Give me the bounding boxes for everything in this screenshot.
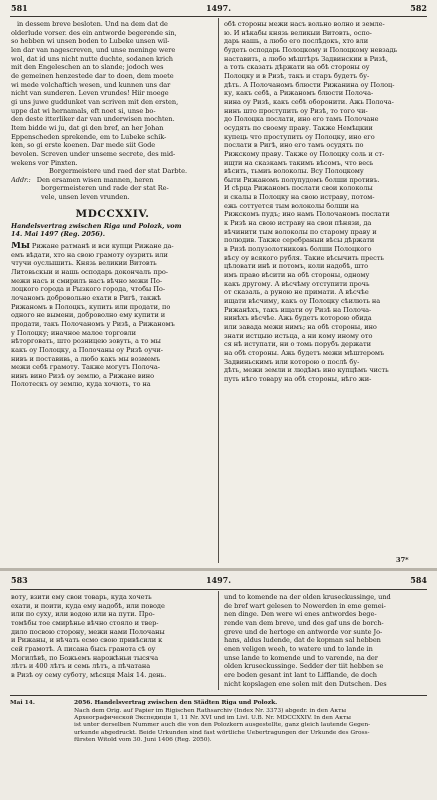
text-line: Полотескъ оу землю, куда хочють, то на [11,380,151,389]
text-line: Рижскому праву. Также оу Полоцку соль и ст- [224,149,385,158]
text-line: nicht kopslagen ene solen mit den Dutschen. Des [224,679,387,688]
text-line: емъ вѣдати, хто на свою грамоту оузрить или [11,250,168,259]
bottom-left-column [11,593,214,693]
bottom-page [0,571,437,800]
document-subtitle-2: 14. Mai 1497 (Reg. 2056). [11,230,105,239]
footnote-rule [10,695,427,696]
text-line: Рижскомъ пудъ; ино намъ Полочаномъ послати [224,210,390,219]
text-line: Рижаномъ в Полоцкъ, купить или продати, по [11,302,171,311]
text-line: uppe dat wi hernamals, eft noet si, unse bo- [11,106,156,115]
text-line: wekens vor Pinxten. [11,158,78,167]
text-line: ищти на сказкамъ такимъ вѣсомъ, что весь [224,158,374,167]
text-line: какъ оу Полоцку, а Полочаны оу Ризѣ оучи- [11,345,163,354]
text-line: de bref wart gelesen to Nowerden in eme gemei- [224,601,386,610]
footnote-title: 2056. Handelsvertrag zwischen den Städten Riga und Polozk. [74,699,278,706]
text-line: у Полоцку; иначное малое торговли [11,328,136,337]
text-line: на обѣ стороны. Ажь будетъ межи мѣштеромъ [224,348,385,357]
text-line: или по суху, или водою или на пути. Про- [11,610,155,619]
text-line: len dar van nagescreven, und unse meninge were [11,45,176,54]
text-line: so hebben wi unsen boden to Lubeke unsen wil- [11,37,170,46]
text-line: нѣторговать, што розницею зовуть, а то мы [11,337,161,346]
top-header-rule [10,16,427,17]
bottom-page-header [0,573,437,589]
text-line: межи насъ и смирилъ насъ вѣчно межи По- [11,276,163,285]
text-line: вѣсить, тьмиъ волоколы. Всу Полоцкому [224,167,364,176]
bottom-center-number: 1497. [205,575,232,585]
text-line: nicht van sunderen. Leven vrundes! Hiir moege [11,89,169,98]
text-line: de gemeinen henzestede dar to doen, dem moete [11,71,174,80]
text-line: вѣчинити тым волоколы по старому праву и [224,227,377,236]
top-right-page-number: 582 [410,3,427,13]
bottom-column-divider [218,591,219,690]
text-line: нинъ вино Ризѣ оу землю, а Рижане вино [11,371,155,380]
text-line: в Ризѣ полузолотниковъ болши Полоцкого [224,245,372,254]
text-line: какъ другому. А вѣсчѣму отступити прочь [224,279,370,288]
text-line: будеть осподарь Полоцкому и Полоцкому невзадь [224,45,398,54]
text-line: И сѣрца Рижаномъ послати свои колоколы [224,184,373,193]
text-line: wi mede volchaftich wesen, und kunnen uns dar [11,80,171,89]
text-line: gi uns juwe guddunket van scriven mit den ersten, [11,97,179,106]
top-column-divider [218,18,219,563]
address-text-2: borgermeisteren und rade der stat Re- [41,184,169,193]
text-line: нинъ што проступить оу Ризѣ, то того чи- [224,106,368,115]
text-line: знати истцыю истьца, а ни кому иному ото [224,331,373,340]
text-line: лѣтъ и 400 лѣтъ и семь лѣтъ, а пѣчатана [11,662,151,671]
bottom-header-rule [10,589,427,590]
text-line: in dessem breve besloten. Und na dem dat de [17,20,168,28]
document-number: MDCCXXIV. [75,207,150,220]
text-line: Eppenscheden sprekende, em to Lubeke schik- [11,132,167,141]
footnote-body [74,708,426,744]
bottom-right-column [224,593,427,693]
text-line: ere boden gesant int lant to Lifflande, de doch [224,670,377,679]
text-line: в Ризѣ оу сему суботу, мѣсяця Маiя 14. день. [11,670,167,679]
top-right-column [224,20,427,565]
intro-paragraph [11,20,214,167]
text-line: ся нѣ иступати, ни о томь порубъ держати [224,340,371,349]
text-line: путь нѣго товару на обѣ стороны, нѣго жи- [224,374,372,383]
text-line: купець что проступить оу Полоцку, ино его [224,132,375,141]
drop-cap: Мы [11,241,30,251]
text-line: und to komende na der olden kruseckussinge, und [224,593,391,601]
top-left-page-number: 581 [11,3,28,13]
text-line: olden kruseckussinge. Sedder der tiit hebben se [224,662,384,671]
text-line: а тоть сказать дѣржати на обѣ стороны оу [224,63,370,72]
text-line: лоцкого города и Рызкого города, чтобы По- [11,285,166,294]
address-line [11,176,214,185]
text-line: цѣловати инѣ и потомъ, коли надобѣ, што [224,262,369,271]
text-line: или завада межи нимъ; на обѣ стороны, ино [224,322,377,331]
text-line-rest: Рижане ратманѣ и вси купци Рижане да- [29,241,174,250]
text-line: быти Рижаномъ полупудомъ болши противъ. [224,175,380,184]
top-left-column [11,20,214,565]
text-line: olderlude vorser. des ein antworde begerende sin, [11,28,177,37]
text-line: воту, взити ему свои товарь, куда хочеть [11,593,152,601]
text-line: межи себѣ грамоту. Также могутъ Полоча- [11,363,160,372]
text-line: сей грамотѣ. А писана бысь гранота сѣ оу [11,644,156,653]
text-line: нивъ и поставивь, а любо какъ мы возмемъ [11,354,161,363]
address-label: Addr.: [11,175,31,184]
footnote-line: ist unter derselben Nummer auch die von den Polozkern ausgestellte, ganz gleich lautende Gegen- [74,722,371,729]
text-line: greve und de hertoge en antworde vor sunte Jo- [224,627,383,636]
text-line: нина оу Ризѣ, какъ себѣ оборонити. Ажь Полоча- [224,97,394,106]
text-line: вѣсу оу всякого рубля. Такие вѣсычить престь [224,253,384,262]
text-line: unse lande to komende und to varende, na der [224,653,378,662]
top-page-header [0,1,437,17]
text-line: ken, so gi erste koenen. Dar mede siit Gode [11,141,156,150]
signature-mark: 37* [396,556,409,564]
address-text-1: Den ersamen wisen mannen, heren [36,175,154,184]
text-line: mit den Engeleschen an to slande; jodoch wes [11,63,164,72]
top-center-number: 1497. [205,3,232,13]
text-line: nen dinge. Den were wi enes antwordes bege- [224,610,377,619]
text-line: enen veligen weeh, to watere und to lande in [224,644,373,653]
text-line: до Полоцка послати, ино его тамъ Полочане [224,115,379,124]
text-line: томѣбы тое смирѣнье вѣчно стояло и твер- [11,618,159,627]
text-line: bevolen. Screven under unseme secrete, des mid- [11,149,176,158]
text-line: дарь нашь, а любо его послѣдокъ, хто вли [224,37,369,46]
footnote-line: fürsten Witold vom 30. Juni 1406 (Reg. 2050). [74,736,212,743]
signature: Borgermeistere und raed der stat Darbte. [49,167,188,176]
footnote-block [10,699,427,747]
footnote-line: Археографической Экспедиціи 1, 11 Nr. XVI und im Livl. U.B. Nr. MDCCXXIV. In den Акты [74,715,351,722]
text-line: одного не вымени, доброволно ему купити и [11,311,166,320]
text-line: Литовьскыи и нашь осподарь докончалъ про- [11,267,168,276]
text-line: и Рижаны, и нѣчать есмо свою привѣсили к [11,636,163,645]
text-line: лочаномъ добровольно ехати в Ригѣ, такжѣ [11,293,162,302]
text-line: ехати, и поити, куда ему надобѣ, или поводе [11,601,165,610]
footnote-line: Nach dem Orig. auf Papier im Rigischen Rathsarchiv (Index Nr. 3373) abgedr. in den Акты [74,708,347,714]
footnote-line: urkunde abgedruckt. Beide Urkunden sind fast wörtliche Uebertragungen der Urkunde des Gross- [74,729,370,736]
text-line: Рижанѣхъ, такъ ищати оу Ризѣ на Полоча- [224,305,372,314]
text-line: полюдив. Также серебраныи вѣсы дѣржати [224,236,375,245]
text-line: имъ право вѣсити на обѣ стороны, одному [224,271,370,280]
text-line: дило посвою сторону, межи нами Полочаны [11,627,165,636]
text-line: от сказаль, а руною не примати. А вѣсчѣе [224,288,369,297]
text-line: Item bidde wi ju, dat gi den bref, an her Johan [11,123,164,132]
text-line: осудять по своему праву. Также Немѣцкии [224,123,373,132]
text-line [11,242,214,251]
text-line: дѣть. А Полочаномъ блюсти Рижанина оу Полоц- [224,80,395,89]
text-line: нинѣхъ вѣсчѣе. Ажь будетъ которою обида [224,314,372,323]
text-line: ю. И нѣкабы князь великыи Витовть, оспо- [224,28,372,37]
text-line: rende van dem breve, und des gaf uns de borch- [224,618,384,627]
document-subtitle-1: Handelsvertrag zwischen Riga und Polozk, vom [11,221,182,230]
treaty-text-left [11,242,214,389]
text-line: wol, dat id uns nicht nutte duchte, sodanen krich [11,54,173,63]
text-line: послати в Ригѣ, ино его тамъ осудять по [224,141,364,150]
text-line: к Ризѣ на свою истраву на свои пѣнязи, да [224,219,372,228]
text-line: наставить, а любо мѣштѣръ Задвинскии в Ризѣ, [224,54,388,63]
bottom-left-page-number: 583 [11,575,28,585]
text-line: Полоцку и в Ризѣ, такъ и старъ будетъ бу- [224,71,370,80]
address-text-3: vele, unsen leven vrunden. [41,193,130,202]
text-line: ку, какъ себѣ, а Рижаномъ блюсти Полоча- [224,89,374,98]
footnote-date: Mai 14. [10,699,35,706]
text-line: Задвиньскимъ или которою о послѣ бу- [224,357,360,366]
text-line: Могилѣвѣ, по Божьемъ нарожѣньи тысяча [11,653,159,662]
text-line: чтучи оуслышить. Князь великии Витовть [11,259,157,268]
text-line: hans, aldus ludende, dat de kopman sal hebben [224,636,381,645]
text-line: и скалы в Полоцку на свою истраву, потом- [224,193,375,202]
text-line: дѣть, межи земли и людѣмъ ино купцѣмъ чисть [224,366,389,375]
bottom-right-page-number: 584 [410,575,427,585]
text-line: ежь соттуется тым волоколы болши на [224,201,359,210]
text-line: обѣ стороны межи насъ вольно волно и земле- [224,20,385,28]
text-line: продати, такъ Полочаномъ у Ризѣ, а Рижаномъ [11,319,175,328]
text-line: den deste itterliker dar van underwisen mochten. [11,115,175,124]
text-line: ищати вѣсчиму, какъ оу Полоцку сѣилють на [224,297,381,305]
